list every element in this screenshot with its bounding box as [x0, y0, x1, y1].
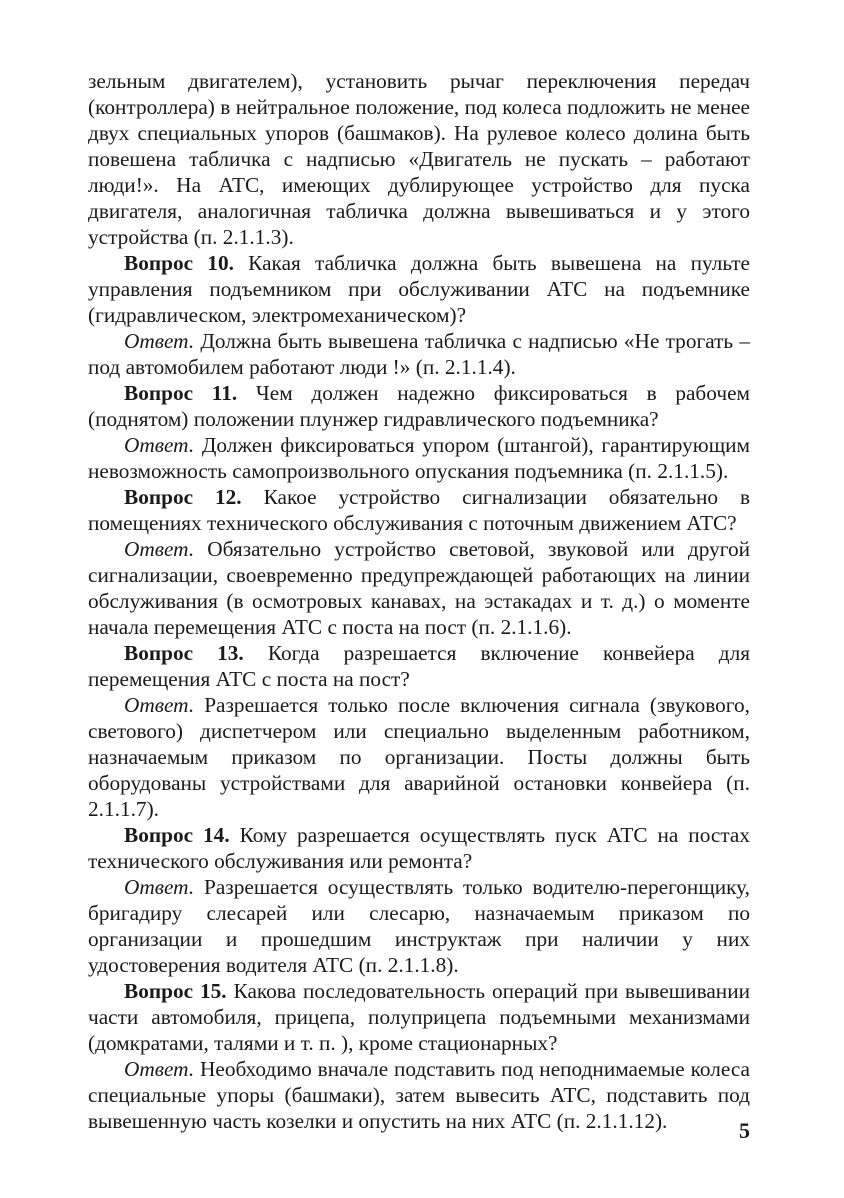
answer-text: Разрешается осуществлять только водителю-перегонщику, бригадиру слесарей или слесарю, назначаемым приказом по организации и прошедшим инструктаж при наличии у них удостоверения водителя АТС (п. 2.1.1.8). — [88, 875, 750, 977]
answer-label: Ответ. — [124, 329, 195, 353]
answer-10 — [88, 328, 750, 380]
answer-14 — [88, 874, 750, 978]
answer-12 — [88, 536, 750, 640]
answer-13 — [88, 692, 750, 822]
question-text: Какое устройство сигнализации обязательно в помещениях технического обслуживания с поточным движением АТС? — [88, 485, 750, 535]
answer-text: Должен фиксироваться упором (штангой), гарантирующим невозможность самопроизвольного опускания подъемника (п. 2.1.1.5). — [88, 433, 750, 483]
answer-label: Ответ. — [124, 1057, 195, 1081]
question-label: Вопрос 11. — [124, 381, 238, 405]
answer-11 — [88, 432, 750, 484]
question-11 — [88, 380, 750, 432]
page-body — [88, 68, 750, 1134]
answer-label: Ответ. — [124, 537, 195, 561]
question-10 — [88, 250, 750, 328]
intro-paragraph: зельным двигателем), установить рычаг переключения передач (контроллера) в нейтральное положение, под колеса подложить не менее двух специальных упоров (башмаков). На рулевое колесо долина быть повешена табличка с надписью «Двигатель не пускать – работают люди!». На АТС, имеющих дублирующее устройство для пуска двигателя, аналогичная табличка должна вывешиваться и у этого устройства (п. 2.1.1.3). — [88, 69, 750, 249]
answer-15 — [88, 1056, 750, 1134]
answer-label: Ответ. — [124, 693, 195, 717]
answer-label: Ответ. — [124, 875, 195, 899]
answer-text: Должна быть вывешена табличка с надписью «Не трогать – под автомобилем работают люди !» (п. 2.1.1.4). — [88, 329, 750, 379]
answer-text: Обязательно устройство световой, звуковой или другой сигнализации, своевременно предупреждающей работающих на линии обслуживания (в осмотровых канавах, на эстакадах и т. д.) о моменте начала перемещения АТС с поста на пост (п. 2.1.1.6). — [88, 537, 750, 639]
question-text: Чем должен надежно фиксироваться в рабочем (поднятом) положении плунжер гидравлического подъемника? — [88, 381, 751, 431]
question-label: Вопрос 14. — [124, 823, 230, 847]
question-label: Вопрос 10. — [124, 251, 234, 275]
page-number: 5 — [739, 1118, 750, 1143]
question-text: Когда разрешается включение конвейера для перемещения АТС с поста на пост? — [88, 641, 751, 691]
question-text: Какова последовательность операций при вывешивании части автомобиля, прицепа, полуприцепа подъемными механизмами (домкратами, талями и т. п. ), кроме стационарных? — [88, 979, 750, 1055]
question-text: Какая табличка должна быть вывешена на пульте управления подъемником при обслуживании АТС на подъемнике (гидравлическом, электромеханическом)? — [88, 251, 751, 327]
answer-text: Разрешается только после включения сигнала (звукового, светового) диспетчером или специально выделенным работником, назначаемым приказом по организации. Посты должны быть оборудованы устройствами для аварийной остановки конвейера (п. 2.1.1.7). — [88, 693, 750, 821]
answer-label: Ответ. — [124, 433, 195, 457]
question-14 — [88, 822, 750, 874]
question-label: Вопрос 13. — [124, 641, 244, 665]
question-label: Вопрос 12. — [124, 485, 242, 509]
question-text: Кому разрешается осуществлять пуск АТС на постах технического обслуживания или ремонта? — [88, 823, 750, 873]
answer-text: Необходимо вначале подставить под неподнимаемые колеса специальные упоры (башмаки), затем вывесить АТС, подставить под вывешенную часть козелки и опустить на них АТС (п. 2.1.1.12). — [88, 1057, 750, 1133]
question-13 — [88, 640, 750, 692]
question-label: Вопрос 15. — [124, 979, 227, 1003]
question-15 — [88, 978, 750, 1056]
question-12 — [88, 484, 750, 536]
